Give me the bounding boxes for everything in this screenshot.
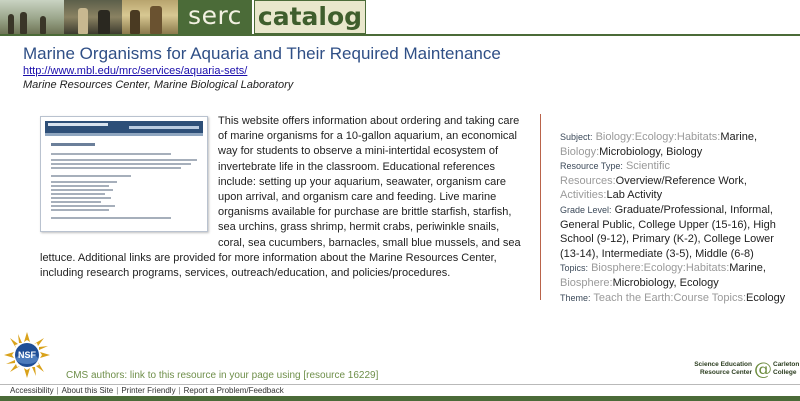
footer-link-report-problem[interactable]: Report a Problem/Feedback: [183, 386, 284, 395]
subject-2-term[interactable]: Microbiology, Biology: [599, 145, 703, 158]
resource-type-2-path[interactable]: Activities:: [560, 189, 607, 202]
grade-level-label: Grade Level:: [560, 204, 612, 215]
footer-link-accessibility[interactable]: Accessibility: [10, 386, 54, 395]
metadata-panel: [560, 130, 796, 305]
resource-type-1-term[interactable]: Overview/Reference Work: [615, 174, 744, 187]
footer-link-about[interactable]: About this Site: [61, 386, 114, 395]
sec-carleton-logo[interactable]: [682, 360, 798, 384]
resource-thumbnail[interactable]: [40, 116, 208, 232]
footer-link-printer-friendly[interactable]: Printer Friendly: [121, 386, 176, 395]
subject-1-term[interactable]: Marine: [720, 131, 754, 143]
grade-level-value[interactable]: Graduate/Professional, Informal, General Public, College Upper (15-16), High School (9-12), Primary (K-2), College Lower (13-14), Intermediate (3-5), Middle (6-8): [560, 203, 776, 260]
header-rule: [0, 34, 800, 36]
theme-row: [560, 291, 796, 306]
topics-label: Topics:: [560, 263, 589, 274]
topics-2-term[interactable]: Microbiology, Ecology: [612, 276, 719, 289]
column-divider: [540, 114, 541, 300]
resource-description-block: [40, 114, 528, 281]
footer-links: Accessibility | About this Site | Printer Friendly | Report a Problem/Feedback: [10, 386, 284, 395]
header-photo-lab: [64, 0, 122, 34]
resource-type-row: Resource Type: Scientific Resources:Overview/Reference Work, Activities:Lab Activity: [560, 160, 747, 202]
grade-level-row: [560, 203, 796, 261]
header-photo-field: [0, 0, 64, 34]
header-banner: [0, 0, 800, 34]
resource-type-1-path[interactable]: Scientific Resources:: [560, 160, 670, 187]
topics-2-path[interactable]: Biosphere:: [560, 276, 613, 289]
resource-description: This website offers information about ordering and taking care of marine organisms for a 10-gallon aquarium, an economical way for students to observe a mini-intertidal ecosystem of invertebrate life in the classroom. Educational references include: setting up your aquarium, seawater, organism care upon arrival, and organism care and feeding. Live marine organisms available for purchase are brittle starfish, starfish, sea urchins, grass shrimp, hermit crabs, periwinkle snails, coral, sea cucumbers, barnacles, small blue mussels, and sea lettuce. Additional links are provided for more information about the Marine Resources Center, including research programs, services, outreach/education, and policies/procedures.: [40, 115, 521, 280]
header-photo-strip: [0, 0, 178, 34]
topics-1-path[interactable]: Biosphere:Ecology:Habitats:: [591, 262, 730, 275]
serc-logo[interactable]: [178, 0, 252, 34]
at-icon: @: [754, 359, 772, 380]
theme-term[interactable]: Ecology: [746, 291, 786, 304]
nsf-logo-icon[interactable]: [4, 332, 50, 378]
catalog-logo-text: catalog: [257, 2, 363, 31]
subject-1-path[interactable]: Biology:Ecology:Habitats:: [595, 131, 721, 143]
nsf-logo-text: NSF: [18, 350, 36, 360]
resource-type-label: Resource Type:: [560, 161, 623, 172]
resource-url-link[interactable]: http://www.mbl.edu/mrc/services/aquaria-sets/: [23, 65, 248, 77]
carleton-logo-text: Carleton College: [773, 361, 800, 376]
footer-rule: [0, 384, 800, 385]
topics-1-term[interactable]: Marine: [729, 262, 763, 275]
subject-label: Subject:: [560, 132, 593, 142]
theme-label: Theme:: [560, 292, 591, 303]
footer-bottom-bar: [0, 396, 800, 401]
resource-type-2-term[interactable]: Lab Activity: [606, 189, 663, 202]
serc-logo-text: serc: [188, 1, 242, 30]
subject-2-path[interactable]: Biology:: [560, 145, 600, 158]
topics-row: Topics: Biosphere:Ecology:Habitats:Marine, Biosphere:Microbiology, Ecology: [560, 262, 766, 289]
catalog-logo[interactable]: [254, 0, 366, 34]
resource-source: Marine Resources Center, Marine Biological Laboratory: [23, 79, 294, 91]
header-photo-students: [122, 0, 178, 34]
theme-path[interactable]: Teach the Earth:Course Topics:: [593, 291, 747, 304]
cms-authors-note: CMS authors: link to this resource in your page using [resource 16229]: [66, 370, 379, 381]
page-title: Marine Organisms for Aquaria and Their Required Maintenance: [23, 44, 501, 63]
subject-row: Subject: Biology:Ecology:Habitats:Marine, Biology:Microbiology, Biology: [560, 131, 758, 158]
sec-logo-text: Science Education Resource Center: [694, 361, 752, 376]
